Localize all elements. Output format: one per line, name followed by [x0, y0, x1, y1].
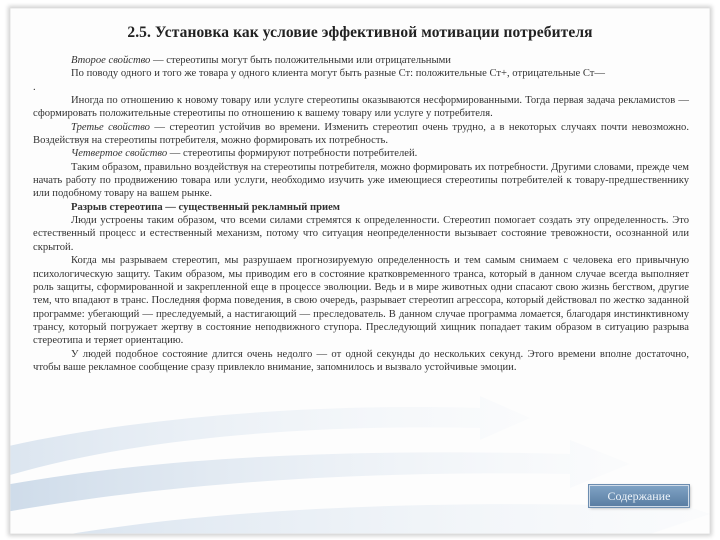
paragraph-conclusion: Таким образом, правильно воздействуя на стереотипы потребителя, можно формировать их потребности. Другими словами, прежде чем начать работу по продвижению товара или услуги, необходимо изучить уже имеющиеся стереотипы потребителей к товару-предшественнику или подобному товару на вашем рынке.	[33, 161, 689, 200]
slide-title: 2.5. Установка как условие эффективной мотивации потребителя	[127, 24, 593, 41]
property-label: Третье свойство	[71, 121, 150, 133]
paragraph-unformed-stereotypes: Иногда по отношению к новому товару или услуге стереотипы оказываются несформированными. Тогда первая задача рекламистов — сформировать положительные стереотипы по отношению к вашему товару или услуге у потребителя.	[33, 95, 689, 120]
slide-frame	[10, 8, 710, 534]
paragraph-fourth-property: Четвертое свойство — стереотипы формируют потребности потребителей.	[71, 148, 418, 160]
property-label: Второе свойство	[71, 55, 151, 66]
paragraph-duration: У людей подобное состояние длится очень недолго — от одной секунды до нескольких секунд. Этого времени вполне достаточно, чтобы ваше рекламное сообщение сразу привлекло внимание, запомнилось и вызвало устойчивые эмоции.	[33, 348, 689, 373]
paragraph-dot: .	[33, 81, 36, 93]
property-label: Четвертое свойство	[71, 148, 168, 160]
paragraph-certainty: Люди устроены таким образом, что всеми силами стремятся к определенности. Стереотип помогает создать эту определенность. Это естественный процесс и естественный механизм, потому что ситуация неопределенности вызывает состояние тревожности, осознанной или скрытой.	[33, 215, 689, 253]
paragraph-third-property: Третье свойство — стереотип устойчив во времени. Изменить стереотип очень трудно, а в некоторых случаях почти невозможно. Воздействуя на стереотипы потребителя, можно формировать их потребность.	[33, 121, 689, 147]
paragraph-second-property: Второе свойство — стереотипы могут быть положительными или отрицательными	[71, 55, 451, 66]
slide-body-text	[33, 54, 689, 374]
contents-button[interactable]: Содержание	[589, 485, 689, 507]
section-subheading: Разрыв стереотипа — существенный рекламный прием	[71, 201, 341, 213]
paragraph-attitudes: По поводу одного и того же товара у одного клиента могут быть разные Ст: положительные Ст+, отрицательные Ст—	[71, 68, 606, 80]
paragraph-breaking-stereotype: Когда мы разрываем стереотип, мы разрушаем прогнозируемую определенность и тем самым снимаем с человека его привычную психологическую защиту. Таким образом, мы приводим его в состояние кратковременного транса, который в данном случае всегда выполняет роль защиты, сформированной и закрепленной еще в процессе эволюции. Ведь и в мире животных одни спасают свою жизнь бегством, другие тем, что впадают в транс. Последняя форма поведения, в свою очередь, разрывает стереотип агрессора, который действовал по жестко заданной программе: убегающий — преследуемый, а настигающий — преследователь. В данном случае программа ломается, благодаря инстинктивному трансу, который погружает жертву в состояние неподвижного ступора. Преследующий хищник попадает таким образом в ситуацию разрыва стереотипа и теряет ориентацию.	[33, 255, 689, 347]
